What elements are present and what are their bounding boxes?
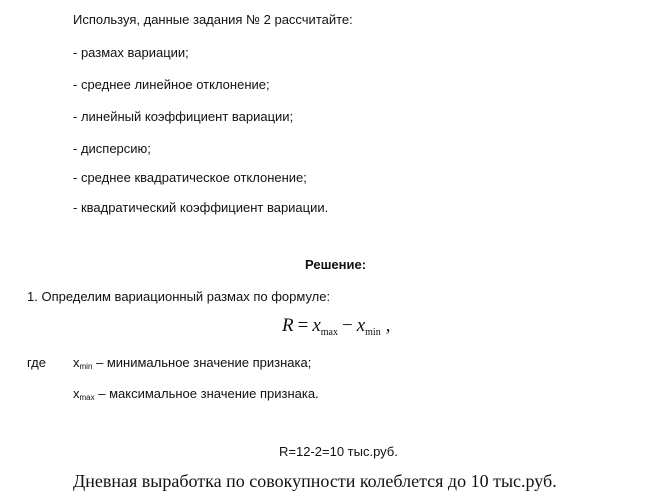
where-label: где [27,355,46,370]
definition-max-text: – максимальное значение признака. [94,386,319,401]
formula-tail: , [385,315,391,336]
formula-var-max: x [312,315,321,336]
task-item-linear-coefficient: - линейный коэффициент вариации; [73,109,294,124]
task-intro: Используя, данные задания № 2 рассчитайте: [73,12,353,27]
formula-eq: = [297,315,309,336]
definition-max-sub: max [79,393,95,402]
range-formula [282,315,390,338]
definition-min [73,355,311,375]
task-item-mean-linear-deviation: - среднее линейное отклонение; [73,77,270,92]
range-result: R=12-2=10 тыс.руб. [279,444,398,459]
definition-min-text: – минимальное значение признака; [92,355,312,370]
formula-var-min: x [356,315,366,336]
task-item-range: - размах вариации; [73,45,189,60]
task-item-quadratic-coefficient: - квадратический коэффициент вариации. [73,200,329,215]
definition-max [73,386,319,406]
definition-min-var: x [73,355,80,370]
formula-sub-max: max [320,327,338,338]
solution-heading: Решение: [305,257,367,272]
conclusion-text: Дневная выработка по совокупности колеблется до 10 тыс.руб. [73,471,557,491]
formula-minus: − [341,315,353,336]
definition-max-var: x [73,386,80,401]
definition-min-sub: min [79,362,93,371]
task-item-std-deviation: - среднее квадратическое отклонение; [73,170,307,185]
formula-sub-min: min [365,327,381,338]
formula-lhs: R [282,315,294,336]
task-item-variance: - дисперсию; [73,141,151,156]
solution-step-1: 1. Определим вариационный размах по формуле: [27,289,331,304]
